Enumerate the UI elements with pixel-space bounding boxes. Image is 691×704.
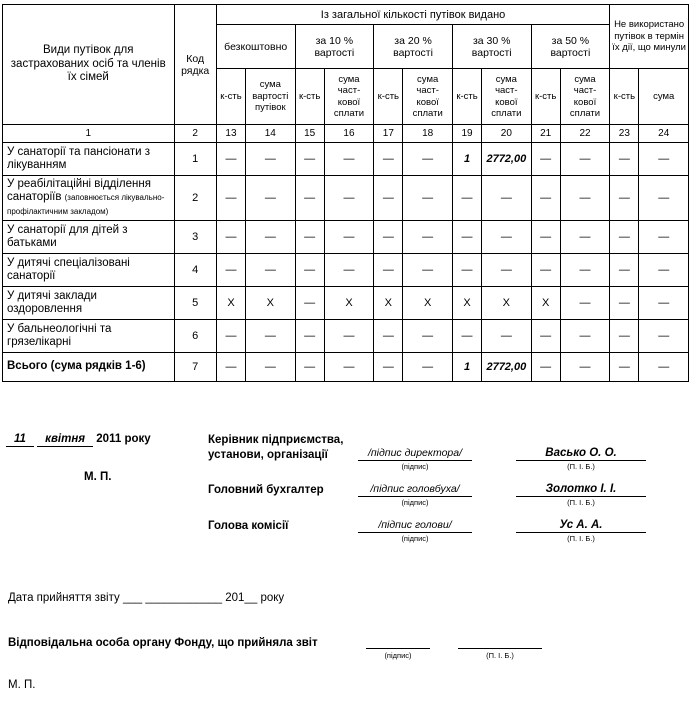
name-caption: (П. І. Б.) — [567, 534, 595, 543]
data-cell: — — [374, 353, 403, 382]
data-cell: — — [452, 254, 481, 287]
data-cell: — — [295, 254, 324, 287]
row-code: 4 — [174, 254, 216, 287]
signer-role: Керівник підприємства, установи, організації — [208, 434, 344, 461]
data-cell: — — [246, 320, 295, 353]
responsible-signature-caption: (підпис) — [384, 651, 412, 660]
data-cell: X — [216, 287, 245, 320]
date-year: 2011 — [96, 433, 122, 445]
data-cell: — — [560, 143, 609, 176]
column-number: 1 — [3, 125, 175, 143]
data-cell: — — [324, 353, 373, 382]
header-sum-partial: сума част-кової сплати — [403, 69, 452, 125]
column-number: 16 — [324, 125, 373, 143]
data-cell: — — [531, 221, 560, 254]
data-cell: — — [295, 221, 324, 254]
data-cell: — — [246, 176, 295, 221]
acceptance-date-line: Дата прийняття звіту ___ ____________ 201__ року — [8, 592, 285, 604]
data-cell: — — [403, 320, 452, 353]
signature-caption: (підпис) — [401, 498, 429, 507]
data-cell: — — [403, 143, 452, 176]
data-cell: — — [324, 221, 373, 254]
header-issued-total: Із загальної кількості путівок видано — [216, 5, 609, 25]
header-qty: к-сть — [452, 69, 481, 125]
data-cell: — — [610, 320, 639, 353]
header-sum-partial: сума част-кової сплати — [482, 69, 531, 125]
header-sum-partial: сума част-кової сплати — [560, 69, 609, 125]
data-cell: — — [531, 143, 560, 176]
header-qty: к-сть — [216, 69, 245, 125]
signature-column — [358, 519, 472, 543]
data-cell: — — [374, 254, 403, 287]
data-cell: X — [403, 287, 452, 320]
row-label: У санаторії для дітей з батьками — [7, 223, 128, 249]
data-cell: — — [374, 221, 403, 254]
row-code: 5 — [174, 287, 216, 320]
date-day: 11 — [6, 433, 34, 447]
signature-line: /підпис директора/ — [358, 447, 472, 461]
name-column — [516, 519, 646, 543]
data-cell: — — [403, 176, 452, 221]
row-code: 6 — [174, 320, 216, 353]
signer-name: Ус А. А. — [516, 519, 646, 533]
table-row — [3, 287, 689, 320]
data-cell: — — [482, 176, 531, 221]
data-cell: — — [324, 143, 373, 176]
vouchers-table — [2, 4, 689, 382]
data-cell: — — [610, 176, 639, 221]
signature-column — [358, 483, 472, 507]
row-label: У дитячі спеціалізовані санаторії — [7, 256, 130, 282]
data-cell: — — [639, 287, 689, 320]
signer-name: Золотко І. І. — [516, 483, 646, 497]
column-number: 23 — [610, 125, 639, 143]
data-cell: 2772,00 — [482, 353, 531, 382]
data-cell: — — [374, 143, 403, 176]
data-cell: — — [482, 254, 531, 287]
data-cell: — — [639, 353, 689, 382]
data-cell: 1 — [452, 143, 481, 176]
data-cell: — — [610, 143, 639, 176]
signature-line: /підпис голови/ — [358, 519, 472, 533]
data-cell: X — [374, 287, 403, 320]
data-cell: — — [560, 254, 609, 287]
data-cell: — — [639, 176, 689, 221]
data-cell: — — [216, 221, 245, 254]
header-20pct: за 20 % вартості — [374, 25, 453, 69]
table-row — [3, 221, 689, 254]
header-qty: к-сть — [610, 69, 639, 125]
signature-line: /підпис головбуха/ — [358, 483, 472, 497]
stamp-mark-bottom: М. П. — [8, 679, 36, 691]
data-cell: — — [246, 353, 295, 382]
column-number: 24 — [639, 125, 689, 143]
row-label: У санаторії та пансіонати з лікуванням — [7, 145, 151, 171]
signer-role: Головний бухгалтер — [208, 484, 324, 496]
signer-row-accountant — [208, 483, 686, 507]
data-cell: — — [246, 143, 295, 176]
responsible-name-blank — [458, 630, 542, 649]
data-cell: — — [374, 176, 403, 221]
data-cell: — — [216, 254, 245, 287]
data-cell: — — [639, 254, 689, 287]
data-cell: — — [452, 176, 481, 221]
data-cell: — — [403, 221, 452, 254]
header-free: безкоштовно — [216, 25, 295, 69]
data-cell: — — [374, 320, 403, 353]
date-month: квітня — [37, 433, 93, 447]
header-10pct: за 10 % вартості — [295, 25, 374, 69]
data-cell: — — [560, 221, 609, 254]
data-cell: — — [403, 254, 452, 287]
data-cell: — — [246, 221, 295, 254]
table-row — [3, 320, 689, 353]
data-cell: — — [324, 320, 373, 353]
data-cell: — — [560, 287, 609, 320]
data-cell: — — [295, 176, 324, 221]
header-30pct: за 30 % вартості — [452, 25, 531, 69]
responsible-signature-blank — [366, 630, 430, 649]
header-sum-cost: сума вартості путівок — [246, 69, 295, 125]
report-date — [6, 433, 151, 445]
data-cell: — — [610, 353, 639, 382]
header-qty: к-сть — [295, 69, 324, 125]
signatures-block — [208, 433, 686, 555]
row-label: У реабілітаційні відділення санаторіїв — [7, 178, 151, 204]
data-cell: — — [295, 143, 324, 176]
data-cell: X — [246, 287, 295, 320]
header-sum-partial: сума част-кової сплати — [324, 69, 373, 125]
header-row-numbers — [3, 125, 689, 143]
name-column — [516, 483, 646, 507]
row-label: У дитячі заклади оздоровлення — [7, 289, 97, 315]
row-code: 1 — [174, 143, 216, 176]
name-column — [516, 447, 646, 471]
data-cell: — — [610, 287, 639, 320]
column-number: 15 — [295, 125, 324, 143]
name-caption: (П. І. Б.) — [567, 462, 595, 471]
table-row — [3, 176, 689, 221]
column-number: 19 — [452, 125, 481, 143]
data-cell: — — [531, 320, 560, 353]
column-number: 20 — [482, 125, 531, 143]
column-number: 2 — [174, 125, 216, 143]
data-cell: — — [324, 254, 373, 287]
responsible-name-caption: (П. І. Б.) — [486, 651, 514, 660]
signature-column — [358, 447, 472, 471]
signer-role: Голова комісії — [208, 520, 289, 532]
row-code: 3 — [174, 221, 216, 254]
data-cell: — — [639, 320, 689, 353]
data-cell: — — [482, 221, 531, 254]
signature-caption: (підпис) — [401, 462, 429, 471]
row-label: У бальнеологічні та грязелікарні — [7, 322, 112, 348]
header-unused: Не використано путівок в термін їх дії, що минули — [610, 5, 689, 69]
row-label-note: (заповнюється лікувально-профілактичним закладом) — [7, 193, 165, 216]
stamp-mark-left: М. П. — [84, 471, 112, 483]
data-cell: — — [560, 353, 609, 382]
data-cell: — — [324, 176, 373, 221]
column-number: 17 — [374, 125, 403, 143]
column-number: 13 — [216, 125, 245, 143]
signer-name: Васько О. О. — [516, 447, 646, 461]
column-number: 18 — [403, 125, 452, 143]
signer-row-commission-head — [208, 519, 686, 543]
table-row-total — [3, 353, 689, 382]
data-cell: — — [295, 320, 324, 353]
header-qty: к-сть — [531, 69, 560, 125]
row-code: 7 — [174, 353, 216, 382]
data-cell: — — [216, 143, 245, 176]
header-sum: сума — [639, 69, 689, 125]
responsible-person-label: Відповідальна особа органу Фонду, що прийняла звіт — [8, 637, 318, 649]
row-label: Всього (сума рядків 1-6) — [7, 360, 146, 373]
data-cell: — — [610, 254, 639, 287]
header-qty: к-сть — [374, 69, 403, 125]
data-cell: — — [452, 221, 481, 254]
data-cell: X — [324, 287, 373, 320]
data-cell: — — [560, 176, 609, 221]
data-cell: — — [482, 320, 531, 353]
row-code: 2 — [174, 176, 216, 221]
data-cell: 2772,00 — [482, 143, 531, 176]
name-caption: (П. І. Б.) — [567, 498, 595, 507]
data-cell: — — [639, 221, 689, 254]
data-cell: — — [639, 143, 689, 176]
data-cell: — — [531, 254, 560, 287]
header-row-code: Код рядка — [174, 5, 216, 125]
data-cell: X — [452, 287, 481, 320]
data-cell: — — [295, 353, 324, 382]
data-cell: — — [216, 176, 245, 221]
data-cell: — — [216, 353, 245, 382]
header-row-groups — [3, 5, 689, 25]
column-number: 14 — [246, 125, 295, 143]
date-word: року — [124, 433, 151, 445]
data-cell: — — [295, 287, 324, 320]
column-number: 22 — [560, 125, 609, 143]
column-number: 21 — [531, 125, 560, 143]
data-cell: X — [482, 287, 531, 320]
table-row — [3, 143, 689, 176]
data-cell: — — [246, 254, 295, 287]
header-voucher-types: Види путівок для застрахованих осіб та членів їх сімей — [3, 5, 175, 125]
data-cell: — — [531, 176, 560, 221]
data-cell: — — [610, 221, 639, 254]
signer-row-director — [208, 433, 686, 471]
signature-caption: (підпис) — [401, 534, 429, 543]
data-cell: — — [531, 353, 560, 382]
data-cell: — — [216, 320, 245, 353]
table-row — [3, 254, 689, 287]
data-cell: 1 — [452, 353, 481, 382]
data-cell: — — [403, 353, 452, 382]
data-cell: — — [560, 320, 609, 353]
data-cell: — — [452, 320, 481, 353]
header-50pct: за 50 % вартості — [531, 25, 610, 69]
data-cell: X — [531, 287, 560, 320]
